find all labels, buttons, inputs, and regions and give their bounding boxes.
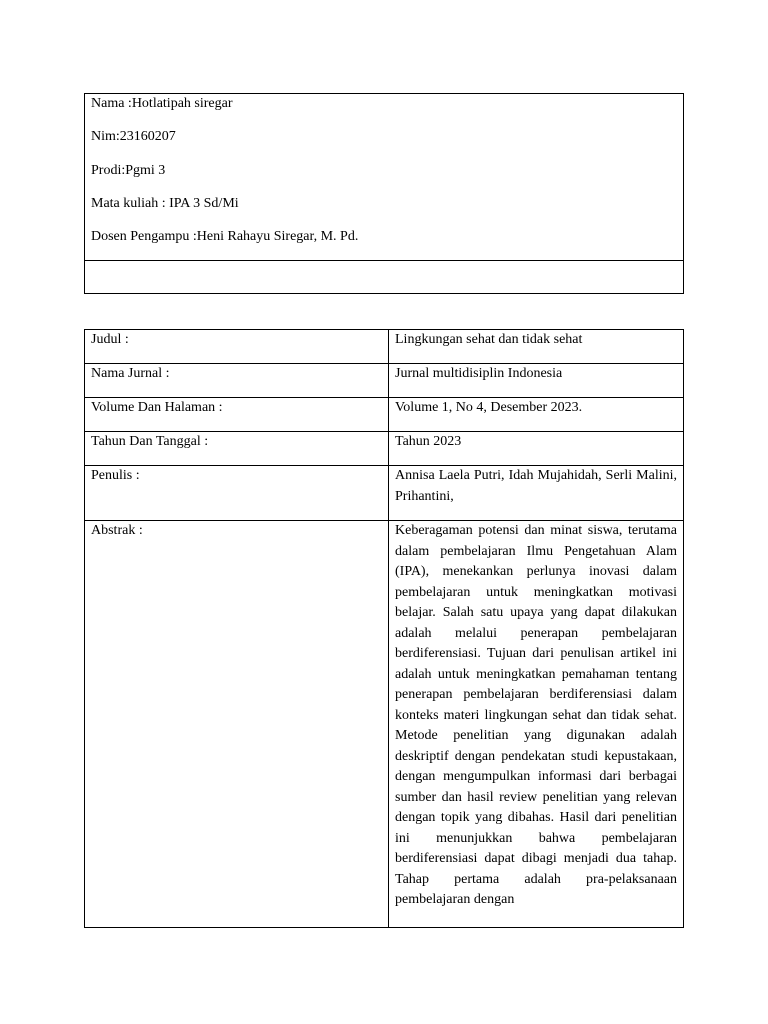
nama-jurnal-value: Jurnal multidisiplin Indonesia xyxy=(389,364,684,398)
tahun-value: Tahun 2023 xyxy=(389,432,684,466)
nama-jurnal-label: Nama Jurnal : xyxy=(85,364,389,398)
identity-box xyxy=(84,93,684,294)
table-row xyxy=(85,364,684,398)
student-name: Nama :Hotlatipah siregar xyxy=(91,96,233,111)
table-row xyxy=(85,432,684,466)
table-row xyxy=(85,521,684,928)
course-name: Mata kuliah : IPA 3 Sd/Mi xyxy=(91,196,239,211)
judul-value: Lingkungan sehat dan tidak sehat xyxy=(389,330,684,364)
volume-value: Volume 1, No 4, Desember 2023. xyxy=(389,398,684,432)
journal-table xyxy=(84,329,684,928)
abstrak-value: Keberagaman potensi dan minat siswa, terutama dalam pembelajaran Ilmu Pengetahuan Alam (IPA), menekankan perlunya inovasi dalam pembelajaran untuk meningkatkan motivasi belajar. Salah satu upaya yang dapat dilakukan adalah melalui penerapan pembelajaran berdiferensiasi. Tujuan dari penulisan artikel ini adalah untuk meningkatkan pemahaman tentang penerapan pembelajaran berdiferensiasi dalam konteks materi lingkungan sehat dan tidak sehat. Metode penelitian yang digunakan adalah deskriptif dengan pendekatan studi kepustakaan, dengan mengumpulkan informasi dari berbagai sumber dan hasil review penelitian yang relevan dengan topik yang dibahas. Hasil dari penelitian ini menunjukkan bahwa pembelajaran berdiferensiasi dapat dibagi menjadi dua tahap. Tahap pertama adalah pra-pelaksanaan pembelajaran dengan xyxy=(395,523,677,907)
tahun-label: Tahun Dan Tanggal : xyxy=(85,432,389,466)
abstrak-label: Abstrak : xyxy=(85,521,389,928)
penulis-value: Annisa Laela Putri, Idah Mujahidah, Serli Malini, Prihantini, xyxy=(389,466,684,521)
identity-content xyxy=(85,94,683,261)
table-row xyxy=(85,466,684,521)
table-row xyxy=(85,330,684,364)
student-nim: Nim:23160207 xyxy=(91,129,176,144)
table-row xyxy=(85,398,684,432)
lecturer-name: Dosen Pengampu :Heni Rahayu Siregar, M. Pd. xyxy=(91,229,359,244)
abstrak-cell xyxy=(389,521,684,928)
study-program: Prodi:Pgmi 3 xyxy=(91,163,166,178)
judul-label: Judul : xyxy=(85,330,389,364)
volume-label: Volume Dan Halaman : xyxy=(85,398,389,432)
penulis-label: Penulis : xyxy=(85,466,389,521)
